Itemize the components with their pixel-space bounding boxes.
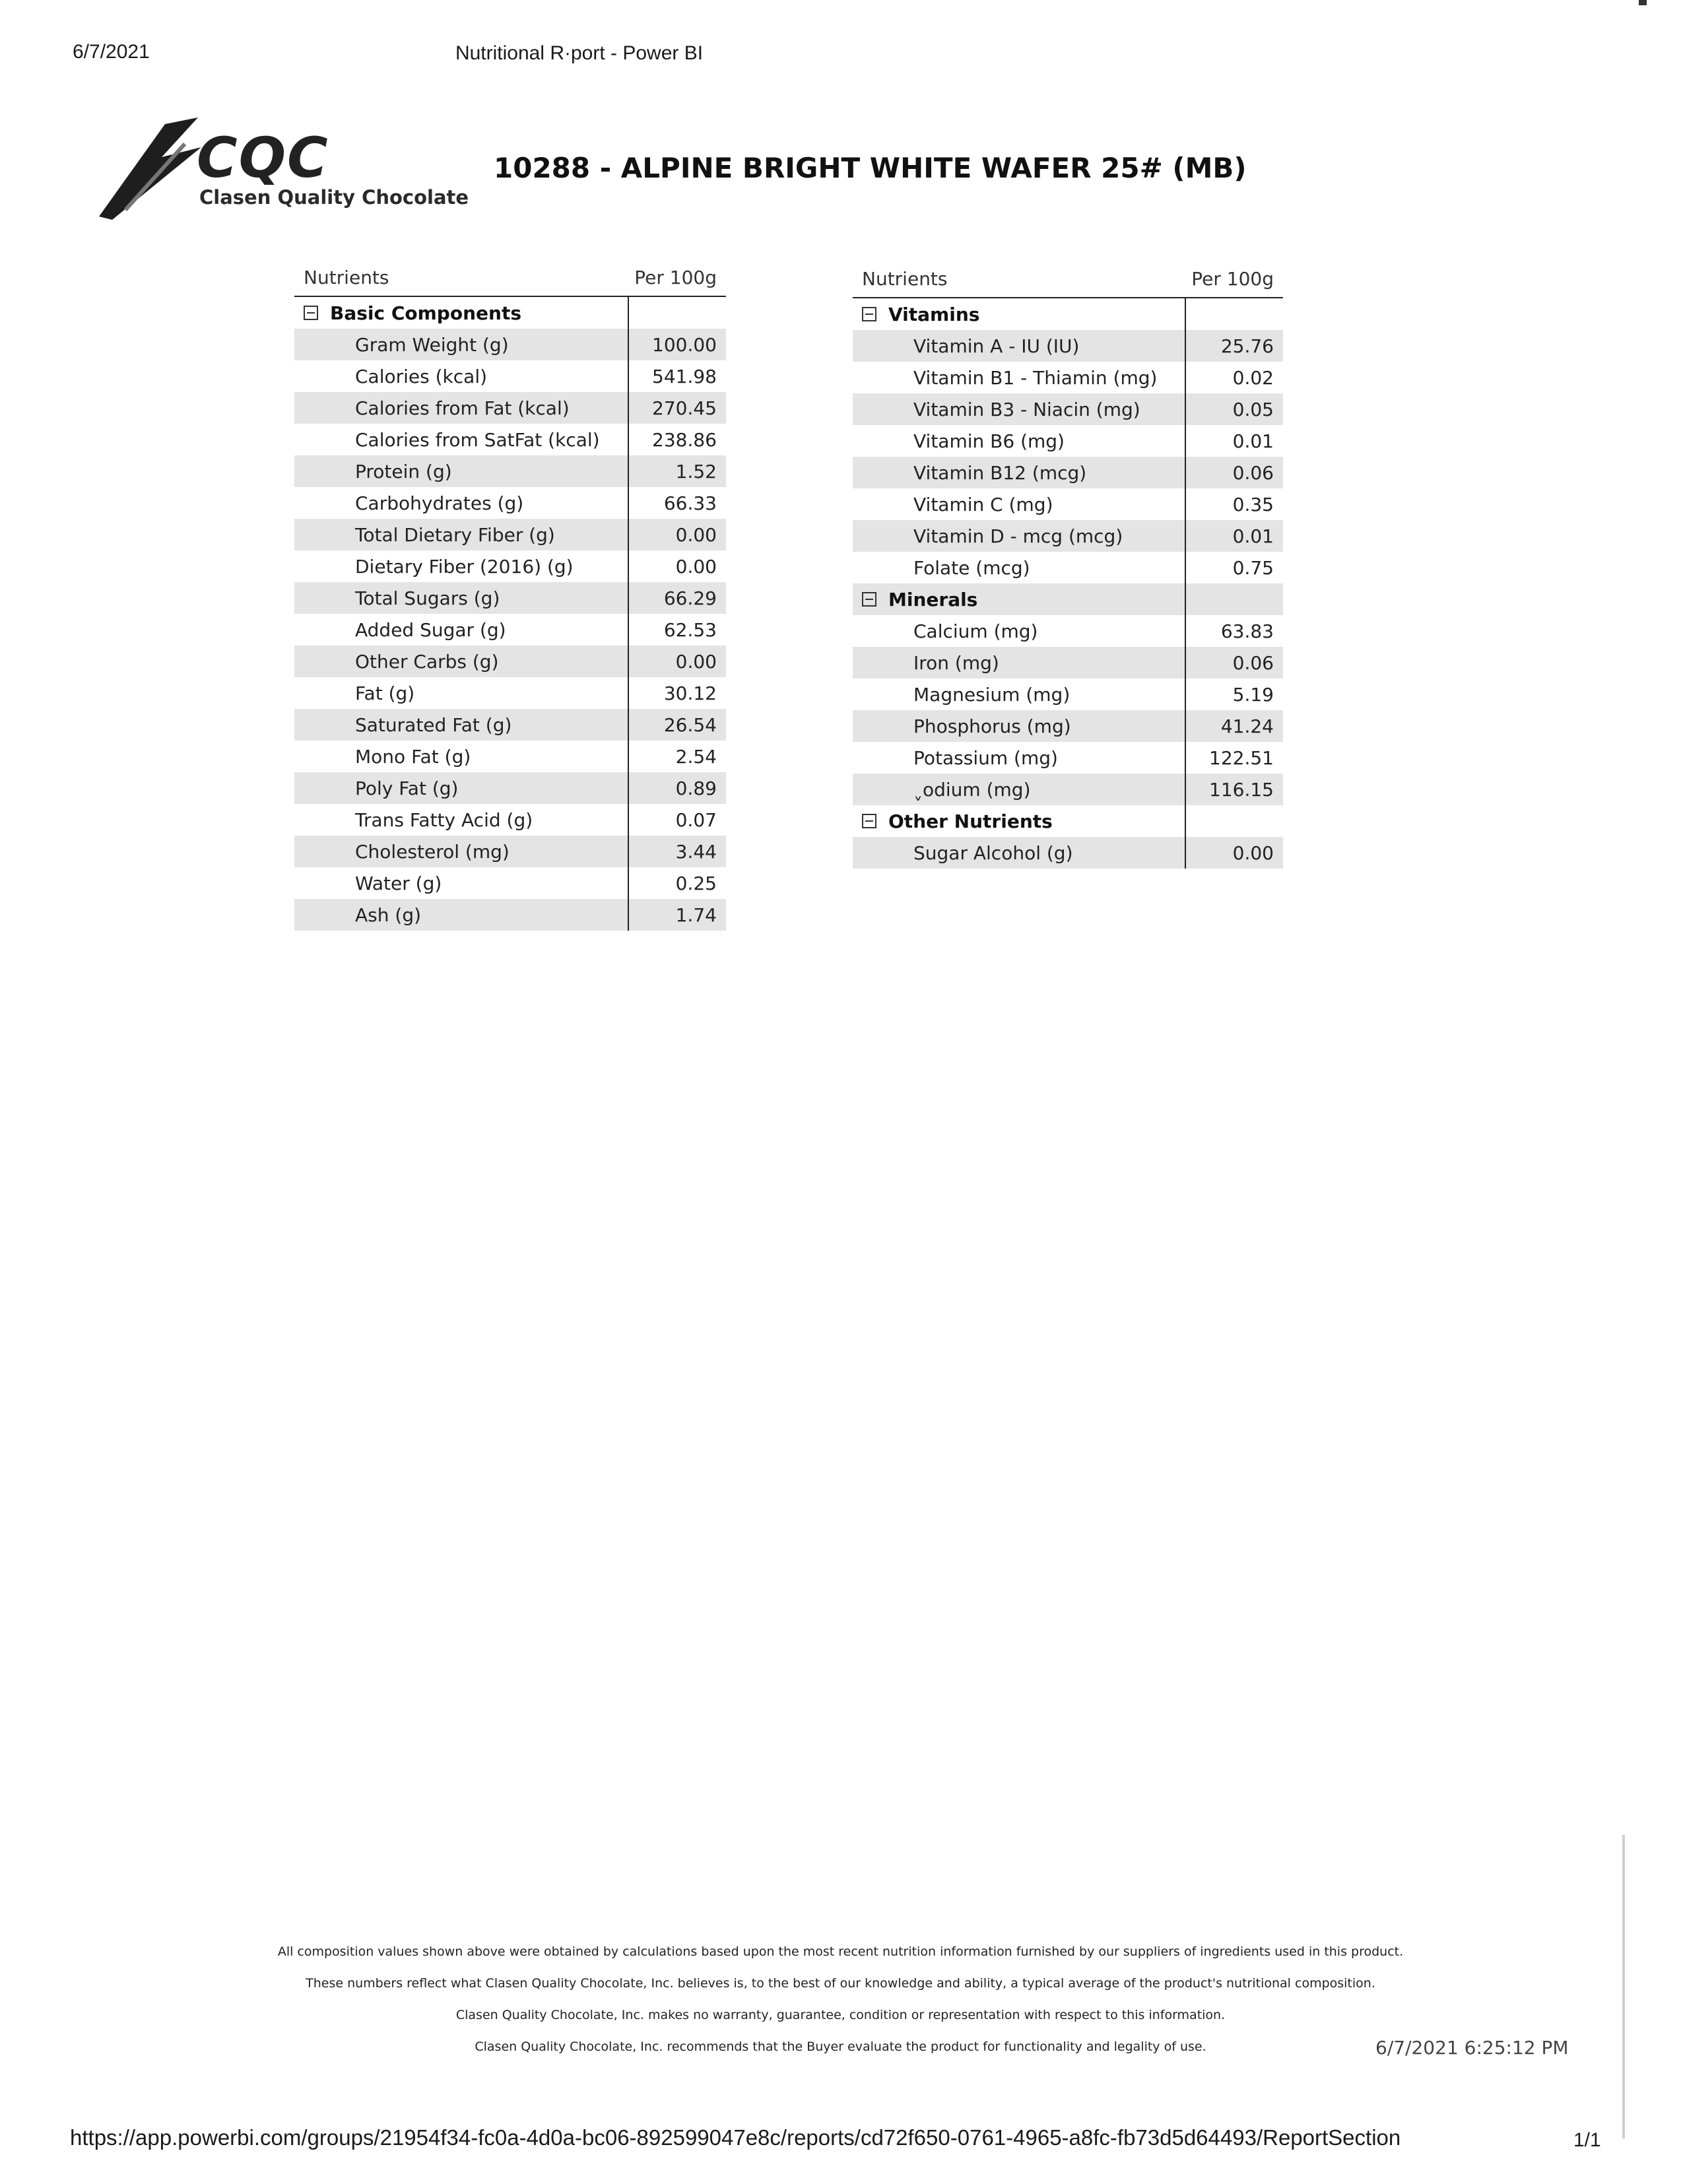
column-header-per100g: Per 100g bbox=[1185, 260, 1283, 298]
nutrient-label: Total Dietary Fiber (g) bbox=[294, 519, 628, 550]
collapse-icon[interactable] bbox=[862, 814, 876, 828]
nutrient-label: Vitamin A - IU (IU) bbox=[853, 330, 1185, 362]
group-label: Minerals bbox=[888, 588, 978, 611]
vitamins-minerals-table bbox=[853, 260, 1283, 869]
table-row bbox=[853, 393, 1283, 425]
nutrient-label: Gram Weight (g) bbox=[294, 329, 628, 360]
nutrient-label: Vitamin B12 (mcg) bbox=[853, 457, 1185, 488]
footer-url[interactable]: https://app.powerbi.com/groups/21954f34-fc0a-4d0a-bc06-892599047e8c/reports/cd72f650-0761-4965-a8fc-fb73d5d64493/ReportSection bbox=[70, 2125, 1401, 2150]
nutrient-value: 1.74 bbox=[628, 899, 726, 931]
table-row bbox=[853, 615, 1283, 647]
nutrient-value: 100.00 bbox=[628, 329, 726, 360]
nutrient-label: Other Carbs (g) bbox=[294, 645, 628, 677]
column-header-per100g: Per 100g bbox=[628, 259, 726, 296]
nutrient-label: Folate (mcg) bbox=[913, 556, 1030, 579]
nutrient-label: Vitamin D - mcg (mcg) bbox=[853, 520, 1185, 552]
nutrient-value: 0.00 bbox=[628, 550, 726, 582]
table-row bbox=[294, 614, 726, 645]
nutrient-label: Vitamin B6 (mg) bbox=[913, 430, 1065, 452]
nutrient-value: 0.07 bbox=[628, 804, 726, 836]
page-title: Nutritional R·port - Power BI bbox=[455, 42, 704, 64]
group-row-vitamins[interactable] bbox=[853, 298, 1283, 330]
nutrient-value: 541.98 bbox=[628, 360, 726, 392]
group-label: Vitamins bbox=[888, 303, 980, 325]
table-row bbox=[853, 837, 1283, 869]
nutrient-value: 116.15 bbox=[1185, 774, 1283, 805]
nutrient-value: 122.51 bbox=[1185, 742, 1283, 774]
group-row-minerals[interactable] bbox=[853, 583, 1283, 615]
nutrient-value: 0.01 bbox=[1185, 425, 1283, 457]
disclaimer-line: All composition values shown above were obtained by calculations based upon the most recent nutrition information furnished by our suppliers of ingredients used in this product. bbox=[277, 1944, 1404, 1959]
nutrient-value: 2.54 bbox=[628, 741, 726, 772]
nutrient-label: Potassium (mg) bbox=[913, 746, 1058, 769]
nutrient-value: 0.89 bbox=[628, 772, 726, 804]
logo-subtitle: Clasen Quality Chocolate bbox=[199, 186, 469, 209]
basic-components-table bbox=[294, 259, 726, 931]
table-row bbox=[294, 487, 726, 519]
table-row bbox=[294, 645, 726, 677]
nutrient-label: ˬodium (mg) bbox=[853, 774, 1185, 805]
nutrient-label: Vitamin B1 - Thiamin (mg) bbox=[913, 366, 1158, 389]
nutrient-value: 1.52 bbox=[628, 455, 726, 487]
table-row bbox=[294, 677, 726, 709]
nutrient-value: 0.06 bbox=[1185, 647, 1283, 678]
table-row bbox=[294, 804, 726, 836]
group-row-basic-components[interactable] bbox=[294, 296, 726, 329]
table-row bbox=[294, 519, 726, 550]
nutrient-label: Poly Fat (g) bbox=[294, 772, 628, 804]
table-row bbox=[853, 488, 1283, 520]
table-row bbox=[294, 360, 726, 392]
table-row bbox=[294, 772, 726, 804]
table-row bbox=[853, 425, 1283, 457]
nutrient-label: Protein (g) bbox=[294, 455, 628, 487]
nutrient-label: Mono Fat (g) bbox=[355, 745, 471, 768]
table-row bbox=[853, 742, 1283, 774]
nutrient-value: 41.24 bbox=[1185, 710, 1283, 742]
table-row bbox=[853, 520, 1283, 552]
collapse-icon[interactable] bbox=[862, 307, 876, 321]
nutrient-label: Calories from Fat (kcal) bbox=[294, 392, 628, 424]
page-number: 1/1 bbox=[1573, 2129, 1601, 2151]
nutrient-value: 0.00 bbox=[628, 645, 726, 677]
disclaimer-line: Clasen Quality Chocolate, Inc. makes no warranty, guarantee, condition or representation with respect to this information. bbox=[455, 2008, 1226, 2022]
table-row bbox=[853, 678, 1283, 710]
nutrient-value: 0.06 bbox=[1185, 457, 1283, 488]
nutrient-label: Vitamin C (mg) bbox=[913, 493, 1053, 515]
nutrient-value: 238.86 bbox=[628, 424, 726, 455]
nutrient-value: 0.00 bbox=[1185, 837, 1283, 869]
table-row bbox=[294, 455, 726, 487]
nutrient-label: Ash (g) bbox=[294, 899, 628, 931]
group-label: Basic Components bbox=[330, 302, 521, 324]
nutrient-value: 30.12 bbox=[628, 677, 726, 709]
nutrient-label: Dietary Fiber (2016) (g) bbox=[355, 555, 574, 578]
nutrient-label: Water (g) bbox=[355, 872, 442, 894]
table-row bbox=[294, 392, 726, 424]
logo-swoosh-icon bbox=[99, 117, 201, 220]
logo-text: CQC bbox=[197, 125, 329, 190]
table-row bbox=[853, 710, 1283, 742]
nutrient-label: Calories (kcal) bbox=[355, 365, 488, 387]
nutrient-value: 66.29 bbox=[628, 582, 726, 614]
nutrient-label: Calories from SatFat (kcal) bbox=[355, 428, 600, 451]
nutrient-value: 62.53 bbox=[628, 614, 726, 645]
table-row bbox=[294, 741, 726, 772]
collapse-icon[interactable] bbox=[862, 592, 876, 607]
nutrient-value: 63.83 bbox=[1185, 615, 1283, 647]
nutrient-label: Cholesterol (mg) bbox=[294, 836, 628, 867]
table-row bbox=[853, 647, 1283, 678]
table-row bbox=[853, 330, 1283, 362]
table-row bbox=[294, 550, 726, 582]
nutrient-label: Magnesium (mg) bbox=[913, 683, 1071, 706]
table-row bbox=[294, 867, 726, 899]
table-row bbox=[294, 582, 726, 614]
table-row bbox=[294, 836, 726, 867]
nutrient-value: 25.76 bbox=[1185, 330, 1283, 362]
column-header-nutrients: Nutrients bbox=[294, 259, 628, 296]
table-row bbox=[294, 329, 726, 360]
table-row bbox=[294, 424, 726, 455]
print-date: 6/7/2021 bbox=[73, 41, 150, 63]
table-row bbox=[853, 457, 1283, 488]
product-title: 10288 - ALPINE BRIGHT WHITE WAFER 25# (MB) bbox=[494, 152, 1247, 184]
group-label: Other Nutrients bbox=[888, 810, 1053, 832]
nutrient-value: 0.00 bbox=[628, 519, 726, 550]
nutrient-value: 270.45 bbox=[628, 392, 726, 424]
nutrient-value: 0.02 bbox=[1185, 362, 1283, 393]
column-header-nutrients: Nutrients bbox=[853, 260, 1185, 298]
nutrient-value: 0.01 bbox=[1185, 520, 1283, 552]
nutrient-value: 0.05 bbox=[1185, 393, 1283, 425]
nutrient-label: Carbohydrates (g) bbox=[355, 492, 524, 514]
nutrient-label: Trans Fatty Acid (g) bbox=[355, 809, 533, 831]
nutrient-label: Added Sugar (g) bbox=[355, 618, 506, 641]
table-row bbox=[853, 774, 1283, 805]
group-row-other-nutrients[interactable] bbox=[853, 805, 1283, 837]
nutrient-label: Vitamin B3 - Niacin (mg) bbox=[853, 393, 1185, 425]
table-row bbox=[294, 899, 726, 931]
nutrient-value: 5.19 bbox=[1185, 678, 1283, 710]
scan-artifact bbox=[1639, 0, 1647, 5]
nutrient-value: 3.44 bbox=[628, 836, 726, 867]
disclaimer-line: These numbers reflect what Clasen Quality Chocolate, Inc. believes is, to the best of our knowledge and ability, a typical average of the product's nutritional composition. bbox=[306, 1976, 1375, 1991]
report-timestamp: 6/7/2021 6:25:12 PM bbox=[1375, 2037, 1569, 2059]
nutrient-value: 0.25 bbox=[628, 867, 726, 899]
nutrient-value: 26.54 bbox=[628, 709, 726, 741]
scan-edge-artifact bbox=[1622, 1835, 1625, 2138]
nutrient-label: Sugar Alcohol (g) bbox=[853, 837, 1185, 869]
disclaimer-line: Clasen Quality Chocolate, Inc. recommends that the Buyer evaluate the product for functionality and legality of use. bbox=[475, 2039, 1206, 2054]
nutrient-label: Phosphorus (mg) bbox=[853, 710, 1185, 742]
table-row bbox=[853, 362, 1283, 393]
nutrient-label: Calcium (mg) bbox=[913, 620, 1038, 642]
nutrient-value: 66.33 bbox=[628, 487, 726, 519]
table-row bbox=[294, 709, 726, 741]
nutrient-label: Total Sugars (g) bbox=[294, 582, 628, 614]
nutrient-label: Saturated Fat (g) bbox=[294, 709, 628, 741]
collapse-icon[interactable] bbox=[304, 306, 318, 320]
nutrient-value: 0.35 bbox=[1185, 488, 1283, 520]
nutrient-label: Fat (g) bbox=[355, 682, 415, 704]
nutrient-label: Iron (mg) bbox=[853, 647, 1185, 678]
nutrient-value: 0.75 bbox=[1185, 552, 1283, 583]
table-row bbox=[853, 552, 1283, 583]
